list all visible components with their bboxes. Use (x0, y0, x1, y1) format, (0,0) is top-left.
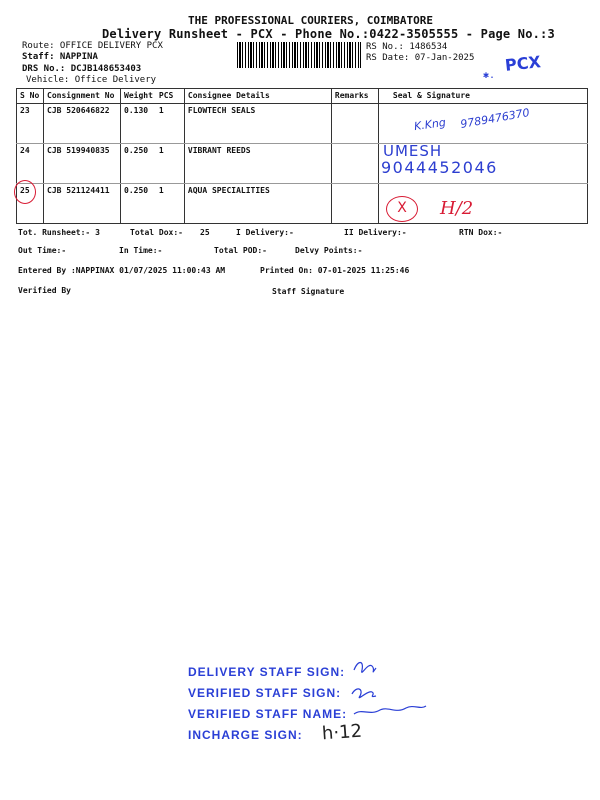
row-remarks (331, 144, 378, 184)
total-dox-label: Total Dox:- (130, 228, 183, 237)
row-consignment: CJB 521124411 (44, 184, 121, 224)
runsheet-subtitle: Delivery Runsheet - PCX - Phone No.:0422-3505555 - Page No.:3 (102, 27, 555, 41)
row1-handwritten-phone: 9789476370 (459, 106, 531, 131)
total-dox-value: 25 (200, 228, 210, 237)
row-consignment: CJB 519940835 (44, 144, 121, 184)
delivery-staff-sign-label: DELIVERY STAFF SIGN: (188, 665, 346, 679)
printed-on: Printed On: 07-01-2025 11:25:46 (260, 266, 410, 275)
row-consignee: VIBRANT REEDS (184, 144, 331, 184)
row3-circled-mark: X (386, 196, 418, 222)
row-weight: 0.250 (121, 144, 156, 184)
table-header-row (17, 89, 588, 104)
table-row (17, 184, 588, 224)
route-label: Route: OFFICE DELIVERY PCX (22, 41, 163, 51)
barcode (237, 42, 361, 68)
col-weight: Weight (121, 89, 156, 104)
staff-signature-label: Staff Signature (272, 287, 345, 296)
table-row (17, 144, 588, 184)
row3-handwritten-note: H/2 (440, 198, 474, 219)
row2-handwritten-name: UMESH (383, 142, 443, 160)
row-remarks (331, 104, 378, 144)
col-consignment: Consignment No (44, 89, 121, 104)
incharge-sign-label: INCHARGE SIGN: (188, 728, 303, 742)
delvy-points: Delvy Points:- (295, 246, 363, 255)
rs-number: RS No.: 1486534 (366, 42, 448, 52)
in-time: In Time:- (119, 246, 163, 255)
drs-number: DRS No.: DCJB148653403 (22, 64, 142, 74)
row-pcs: 1 (156, 104, 185, 144)
row1-handwritten-name: K.Kng (413, 115, 447, 134)
signature-scribbles (346, 656, 436, 726)
pcx-stamp: PCX (504, 52, 542, 75)
vehicle-label: Vehicle: Office Delivery (26, 75, 157, 85)
row-sno: 25 (17, 184, 44, 224)
row-consignee: AQUA SPECIALITIES (184, 184, 331, 224)
i-delivery: I Delivery:- (236, 228, 294, 237)
tot-runsheet: Tot. Runsheet:- 3 (18, 228, 100, 237)
row-pcs: 1 (156, 144, 185, 184)
row2-handwritten-phone: 9044452046 (381, 158, 498, 177)
staff-label: Staff: NAPPINA (22, 52, 98, 62)
row-remarks (331, 184, 378, 224)
col-pcs: PCS (156, 89, 185, 104)
col-remarks: Remarks (331, 89, 378, 104)
row-weight: 0.130 (121, 104, 156, 144)
row-consignee: FLOWTECH SEALS (184, 104, 331, 144)
out-time: Out Time:- (18, 246, 67, 255)
col-seal-signature: Seal & Signature (378, 89, 587, 104)
rtn-dox: RTN Dox:- (459, 228, 503, 237)
row-consignment: CJB 520646822 (44, 104, 121, 144)
rs-date: RS Date: 07-Jan-2025 (366, 53, 475, 63)
ii-delivery: II Delivery:- (344, 228, 407, 237)
row-pcs: 1 (156, 184, 185, 224)
total-pod: Total POD:- (214, 246, 267, 255)
col-sno: S No (17, 89, 44, 104)
company-name: THE PROFESSIONAL COURIERS, COIMBATORE (188, 14, 434, 27)
row-weight: 0.250 (121, 184, 156, 224)
sno-circle-mark (14, 180, 36, 204)
stamp-mark: ✱. (483, 70, 496, 81)
verified-by: Verified By (18, 286, 71, 295)
verified-staff-name-label: VERIFIED STAFF NAME: (188, 707, 348, 721)
col-consignee: Consignee Details (184, 89, 331, 104)
entered-by: Entered By :NAPPINAX 01/07/2025 11:00:43 AM (18, 266, 226, 275)
row-sno: 24 (17, 144, 44, 184)
verified-staff-sign-label: VERIFIED STAFF SIGN: (188, 686, 342, 700)
runsheet-table (16, 88, 588, 224)
incharge-signature: h·12 (321, 720, 363, 745)
row-sno: 23 (17, 104, 44, 144)
